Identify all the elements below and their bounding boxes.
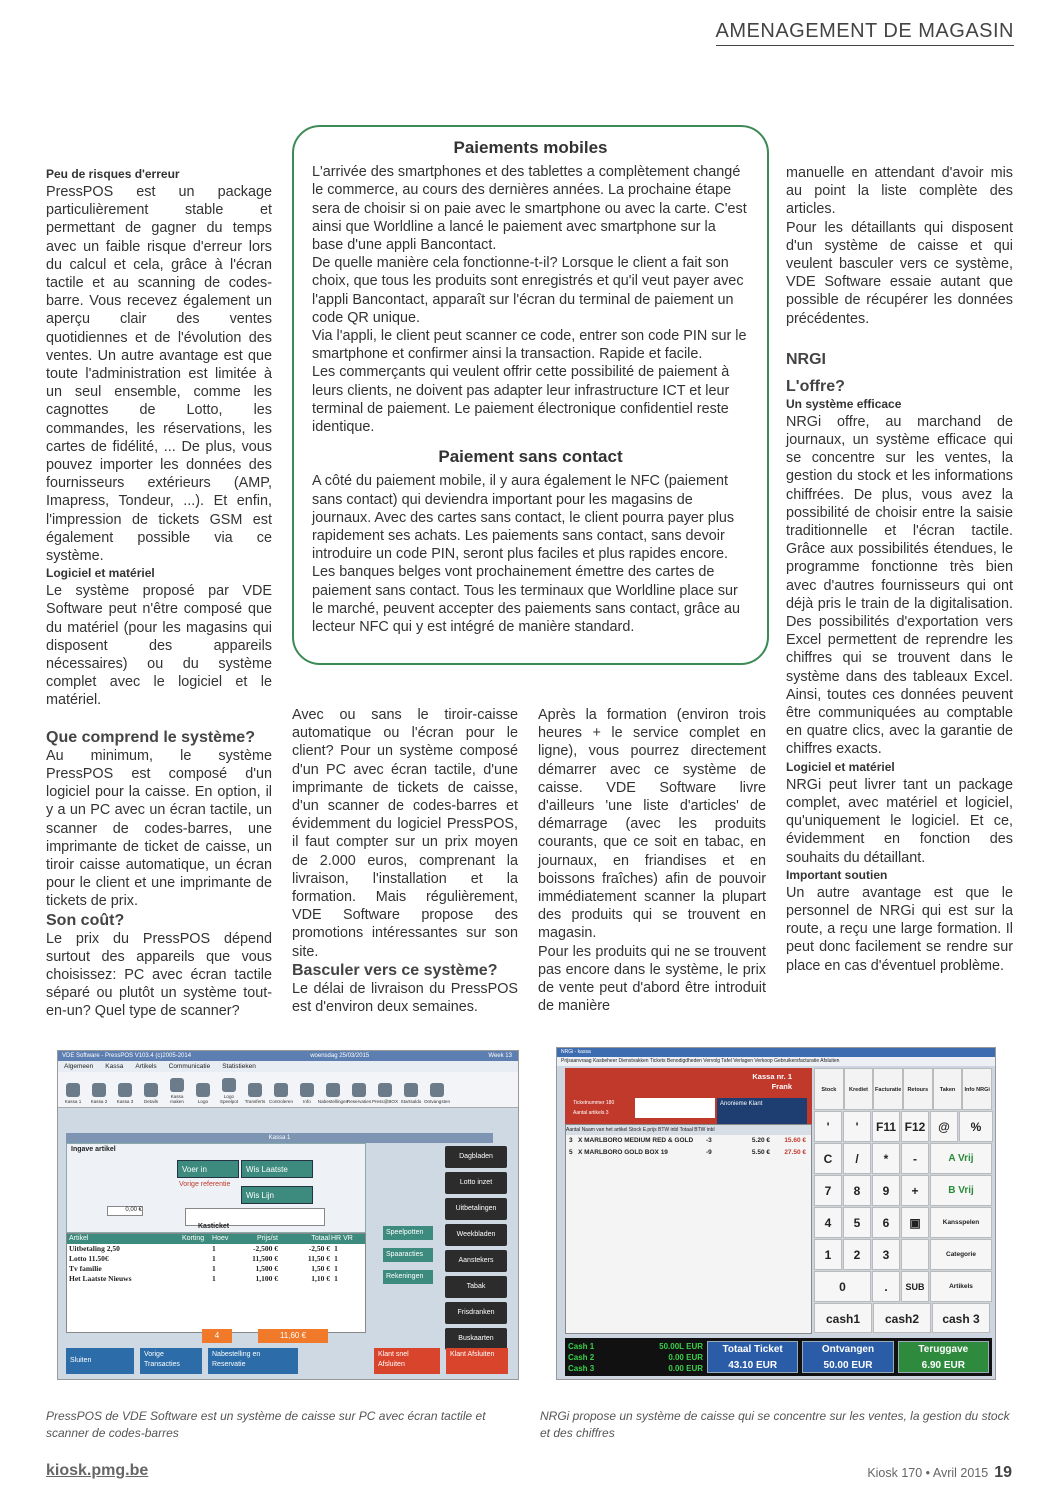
cell: 1	[334, 1264, 338, 1273]
cell: 5.50 €	[751, 1149, 770, 1156]
kasticket-label: Kasticket	[198, 1223, 230, 1230]
paragraph: PressPOS est un package particulièrement stable et permettant de gagner du temps avec un faible risque d'erreur lors du calcul et cela, grâce à l'écran tactile et au scanning de codes-barre. Vous recevez également un aperçu clair des ventes quotidiennes et de l'évolution des ventes. Un autre avantage est que toute l'administration est limitée à un seul ensemble, comme les cagnottes de Lotto, les commandes, les réservations, les cartes de fidélité, ... De plus, vous pouvez importer les données des fournisseurs extérieurs (AMP, Imapress, Tondeur, ...). Et enfin, l'impression de tickets GSM est également possible via ce système.	[46, 184, 272, 565]
tool-button[interactable]: Reservaties	[348, 1074, 370, 1104]
nabestelling-button[interactable]: Nabestelling en Reservatie	[208, 1348, 298, 1374]
totals-bar	[565, 1338, 992, 1376]
vorige-transacties-button[interactable]: Vorige Transacties	[140, 1348, 202, 1374]
received-value: 50.00 EUR	[823, 1360, 873, 1371]
cell: 1,50 €	[311, 1264, 330, 1273]
key[interactable]: %	[959, 1111, 993, 1142]
heading: NRGI	[786, 350, 826, 368]
list-item[interactable]	[566, 1147, 811, 1159]
voer-in-button[interactable]: Voer in	[177, 1160, 239, 1178]
key[interactable]: A Vrij	[930, 1143, 992, 1174]
menu-item[interactable]: Communicatie	[168, 1063, 211, 1070]
toolbar	[58, 1072, 518, 1108]
ticket-number: Ticketnummer 180	[573, 1100, 615, 1106]
cell	[342, 1274, 354, 1284]
key[interactable]: 5	[843, 1207, 871, 1238]
key[interactable]: +	[901, 1175, 929, 1206]
paragraph: Les commerçants qui veulent offrir cette possibilité de paiement à leurs clients, ne doivent pas adapter leur infrastructure ICT et leur terminal de paiement. Le paiement électronique confidentiel reste identique.	[312, 364, 730, 436]
paragraph: Le système proposé par VDE Software peut n'être composé que du matériel (pour les magasins qui disposent des appareils nécessaires) ou du système complet avec le logiciel et le matériel.	[46, 583, 272, 709]
cell	[182, 1264, 212, 1274]
cell: Het Laatste Nieuws	[69, 1274, 132, 1283]
paragraph: NRGi peut livrer tant un package complet, avec matériel et logiciel, qu'uniquement le logiciel. Et ce, évidemment en fonction des souhaits du détaillant.	[786, 776, 1013, 866]
change-value: 6.90 EUR	[921, 1360, 965, 1371]
wis-lijn-button[interactable]: Wis Lijn	[241, 1186, 313, 1204]
key[interactable]: -	[901, 1143, 929, 1174]
nrgi-screenshot	[556, 1047, 996, 1380]
paragraph: Pour les détaillants qui disposent d'un système de caisse et qui veulent basculer vers ce système, VDE Software essaie autant que possible de récupérer les données précédentes.	[786, 219, 1013, 327]
col-header: HR	[330, 1235, 342, 1242]
cell: X MARLBORO GOLD BOX 19	[578, 1149, 668, 1156]
key[interactable]: 2	[843, 1239, 871, 1270]
column-2	[292, 706, 518, 1016]
cell: Tv familie	[69, 1264, 102, 1273]
bottom-buttons	[66, 1348, 508, 1374]
cell: X MARLBORO MEDIUM RED & GOLD	[578, 1137, 694, 1144]
cell: 1	[212, 1264, 216, 1273]
total-label: Totaal Ticket	[722, 1344, 783, 1355]
cash-key[interactable]: cash2	[873, 1303, 931, 1333]
col-header: Totaal	[311, 1235, 330, 1242]
table-row[interactable]	[67, 1274, 365, 1284]
menu-bar: Prijsaanvraag Kasbeheer Dienstvakken Tickets Benodigdheden Vervolg Tafel Verlagen Verkoop Gebruikersfacturatie Afsluiten	[557, 1057, 995, 1066]
category-button[interactable]: Buskaarten	[445, 1328, 507, 1350]
paragraph: Le délai de livraison du PressPOS est d'environ deux semaines.	[292, 980, 518, 1016]
received-label: Ontvangen	[821, 1344, 875, 1355]
key[interactable]: @	[930, 1111, 958, 1142]
save-icon[interactable]: ▣	[901, 1207, 929, 1238]
change-label: Teruggave	[918, 1344, 969, 1355]
sidebar-box	[292, 125, 769, 665]
cell: 11,50 €	[307, 1254, 330, 1263]
cell	[182, 1254, 212, 1264]
tool-button[interactable]: Logo	[192, 1074, 214, 1104]
category-button[interactable]: Weekbladen	[445, 1224, 507, 1246]
box-title: Paiement sans contact	[438, 447, 623, 467]
cell: 3	[569, 1137, 573, 1144]
column-3	[538, 706, 766, 1015]
tool-button[interactable]: Kassa maken	[166, 1074, 188, 1104]
col-header: Korting	[182, 1235, 205, 1242]
category-button[interactable]: Aanstekers	[445, 1250, 507, 1272]
cell: -2,50 €	[308, 1244, 330, 1253]
window-titlebar	[58, 1051, 518, 1061]
function-key[interactable]: Retours	[903, 1068, 933, 1110]
key[interactable]: 9	[872, 1175, 900, 1206]
kassa-info	[752, 1072, 792, 1092]
subheading: Logiciel et matériel	[786, 759, 895, 774]
tool-button[interactable]: Kassa 1	[62, 1074, 84, 1104]
spaaracties-button[interactable]: Spaaracties	[383, 1248, 433, 1262]
key[interactable]: 1	[814, 1239, 842, 1270]
window-date: woensdag 25/03/2015	[310, 1053, 370, 1059]
tool-button[interactable]: Logo Speelpot	[218, 1074, 240, 1104]
paragraph: L'arrivée des smartphones et des tablettes a complètement changé le commerce, au cours des dernières années. La prochaine étape sera de choisir si on paie avec le smartphone ou avec la carte. C'est ainsi que Worldline a lancé le paiement avec smartphone sur la base d'une appli Bancontact.	[312, 164, 747, 254]
cash-line: Cash 2 0.00 EUR	[568, 1353, 703, 1362]
category-button[interactable]: Lotto inzet	[445, 1172, 507, 1194]
tool-button[interactable]: Info	[296, 1074, 318, 1104]
page-number: 19	[994, 1464, 1012, 1481]
presspos-screenshot	[57, 1050, 519, 1380]
key[interactable]: Artikels	[930, 1271, 992, 1302]
key[interactable]: 7	[814, 1175, 842, 1206]
cash-summary	[568, 1341, 703, 1373]
total-value: 43.10 EUR	[728, 1360, 778, 1371]
function-key[interactable]: Taken	[933, 1068, 963, 1110]
cash-key[interactable]: cash 3	[932, 1303, 990, 1333]
klant-afsluiten-button[interactable]: Klant Afsluiten	[446, 1348, 508, 1374]
function-key[interactable]: Krediet	[844, 1068, 874, 1110]
paragraph: Pour les produits qui ne se trouvent pas encore dans le système, le prix de vente peut d'abord être introduit de manière	[538, 943, 766, 1015]
item-list	[565, 1124, 812, 1334]
tool-button[interactable]: Kassa 2	[88, 1074, 110, 1104]
col-header: Prijs/st	[257, 1235, 278, 1242]
category-buttons	[445, 1146, 507, 1354]
key[interactable]: /	[843, 1143, 871, 1174]
key[interactable]: 3	[872, 1239, 900, 1270]
amount-field[interactable]: 0,00 €	[107, 1206, 143, 1216]
column-1	[46, 166, 272, 1021]
paragraph: Avec ou sans le tiroir-caisse automatique ou l'écran pour le client? Pour un système composé d'un PC avec écran tactile, d'une imprimante de tickets de caisse, d'un scanner de codes-barres et évidemment du logiciel PressPOS, il faut compter sur un prix moyen de 2.000 euros, comprenant la livraison, l'installation et la formation. Mais régulièrement, VDE Software propose des promotions intéressantes sur son site.	[292, 707, 518, 960]
paragraph: Le prix du PressPOS dépend surtout des appareils que vous choisissez: PC avec écran tactile séparé ou plutôt un système tout-en-un? Quel type de scanner?	[46, 930, 272, 1020]
key[interactable]: F12	[901, 1111, 929, 1142]
key[interactable]: 4	[814, 1207, 842, 1238]
key[interactable]: SUB	[901, 1271, 929, 1302]
cash-line: Cash 1 50.00L EUR	[568, 1342, 703, 1351]
footer-site[interactable]: kiosk.pmg.be	[46, 1462, 149, 1479]
key[interactable]: *	[872, 1143, 900, 1174]
key-grid	[814, 1143, 992, 1302]
klant-snel-afsluiten-button[interactable]: Klant snel Afsluiten	[374, 1348, 440, 1374]
key[interactable]: B Vrij	[930, 1175, 992, 1206]
table-row[interactable]	[67, 1264, 365, 1274]
cell: 1	[334, 1254, 338, 1263]
cell	[342, 1264, 354, 1274]
ingave-label: Ingave artikel	[71, 1146, 116, 1153]
key[interactable]: 0	[814, 1271, 871, 1302]
vorige-referentie-label[interactable]: Vorige referentie	[179, 1181, 231, 1188]
ticket-total: 11,60 €	[258, 1329, 328, 1343]
tool-button[interactable]: Ontvangsten	[426, 1074, 448, 1104]
cell	[342, 1254, 354, 1264]
cell: 1	[334, 1244, 338, 1253]
box-title: Paiements mobiles	[453, 138, 608, 157]
subheading: Important soutien	[786, 867, 888, 882]
total-ticket	[707, 1341, 798, 1373]
rekeningen-button[interactable]: Rekeningen	[383, 1270, 433, 1284]
ticket-table	[66, 1233, 366, 1333]
key-grid	[814, 1111, 992, 1142]
heading: Basculer vers ce système?	[292, 961, 498, 979]
window-titlebar: NRGi - kassa	[557, 1048, 995, 1057]
table-row[interactable]	[67, 1244, 365, 1254]
col-header: Artikel	[69, 1235, 89, 1242]
tool-button[interactable]: Controleren	[270, 1074, 292, 1104]
key[interactable]: C	[814, 1143, 842, 1174]
speelpotten-button[interactable]: Speelpotten	[383, 1226, 433, 1240]
category-button[interactable]: Frisdranken	[445, 1302, 507, 1324]
menu-item[interactable]: Artikels	[135, 1063, 157, 1070]
cell: Lotto 11.50€	[69, 1254, 109, 1263]
cell: -9	[706, 1149, 712, 1156]
paragraph: Après la formation (environ trois heures + le service complet en ligne), vous pourrez directement démarrer avec ce système de caisse. VDE Software livre d'ailleurs 'une liste d'articles' de démarrage (avec les produits courants, que ce soit en tabac, en journaux, en friandises et en boissons fraîches) afin de pouvoir immédiatement scanner la plupart des produits qui se trouvent en magasin.	[538, 707, 766, 942]
table-header	[67, 1234, 365, 1244]
cell	[182, 1244, 212, 1254]
cell: -2,500 €	[253, 1244, 278, 1253]
cell: 1	[212, 1254, 216, 1263]
paragraph: Au minimum, le système PressPOS est composé d'un logiciel pour la caisse. En option, il y a un PC avec un écran tactile, un scanner de codes-barres, une imprimante de ticket de caisse, un tiroir caisse automatique, un écran pour le client et une imprimante de tickets de prix.	[46, 747, 272, 910]
tool-button[interactable]: Kassa 3	[114, 1074, 136, 1104]
key[interactable]: Kansspelen	[930, 1207, 992, 1238]
tool-button[interactable]: Nabestellingen	[322, 1074, 344, 1104]
customer-field[interactable]	[635, 1098, 715, 1118]
cell: 1	[334, 1274, 338, 1283]
subheading: Logiciel et matériel	[46, 566, 155, 581]
section-header: AMENAGEMENT DE MAGASIN	[716, 20, 1014, 46]
kassa-tab[interactable]: Kassa 1	[66, 1133, 493, 1143]
cash-line: Cash 3 0.00 EUR	[568, 1364, 703, 1373]
item-count: 4	[202, 1329, 232, 1343]
key[interactable]: 8	[843, 1175, 871, 1206]
subheading: Peu de risques d'erreur	[46, 167, 180, 181]
received	[802, 1341, 893, 1373]
anonymous-customer[interactable]: Anonieme Klant	[717, 1098, 807, 1124]
menu-item[interactable]: Statistieken	[222, 1063, 256, 1070]
column-4	[786, 164, 1013, 975]
col-header: Hoev	[212, 1235, 229, 1242]
function-key[interactable]: Stock	[814, 1068, 844, 1110]
paragraph: manuelle en attendant d'avoir mis au point la liste complète des articles.	[786, 165, 1013, 218]
wis-laatste-button[interactable]: Wis Laatste	[241, 1160, 313, 1178]
issue-label: Kiosk 170 • Avril 2015	[867, 1466, 989, 1480]
function-bar	[814, 1068, 992, 1110]
key[interactable]: '	[843, 1111, 871, 1142]
paragraph: Un autre avantage est que le personnel de NRGi qui est sur la route, a reçu une large formation. Il peut donc facilement se rendre sur place en cas d'éventuel problème.	[786, 884, 1013, 974]
cell: 27.50 €	[784, 1149, 806, 1156]
menu-bar	[58, 1061, 518, 1072]
tool-button[interactable]: Transferts	[244, 1074, 266, 1104]
window-week: Week 13	[488, 1053, 512, 1059]
subheading: Un système efficace	[786, 396, 902, 411]
cell: 5	[569, 1149, 573, 1156]
heading: Que comprend le système?	[46, 728, 255, 746]
key[interactable]: F11	[872, 1111, 900, 1142]
category-button[interactable]: Uitbetalingen	[445, 1198, 507, 1220]
list-header: Aantal Naam van het artikel Stock E.prijs BTW inbl Totaal BTW inbl	[566, 1125, 811, 1135]
cell: -3	[706, 1137, 712, 1144]
change	[898, 1341, 989, 1373]
category-button[interactable]: Dagbladen	[445, 1146, 507, 1168]
cell: 1	[212, 1274, 216, 1283]
tool-button[interactable]: Press@BOX	[374, 1074, 396, 1104]
key[interactable]	[901, 1239, 929, 1270]
function-key[interactable]: Facturatie	[873, 1068, 903, 1110]
paragraph: NRGi offre, au marchand de journaux, un système efficace qui se concentre sur les ventes, la gestion du stock et les informations chiffrées. De plus, vous avez la possibilité de choisir entre la saisie traditionnelle et l'écran tactile. Grâce aux possibilités étendues, le programme fonctionne très bien avec d'autres fournisseurs qui ont déjà pris le train de la digitalisation. Des possibilités d'exportation vers Excel permettent de reprendre les chiffres qui se trouvent dans le système dans des tableaux Excel. Ainsi, toutes ces données peuvent être communiquées au comptable en quatre clics, avec la garantie de chiffres exacts.	[786, 413, 1013, 758]
window-title: VDE Software - PressPOS V103.4 (c)2005-2014	[62, 1053, 192, 1059]
sluiten-button[interactable]: Sluiten	[66, 1348, 134, 1374]
ingave-panel	[66, 1143, 366, 1233]
cell: 11,500 €	[252, 1254, 278, 1263]
cash-key[interactable]: cash1	[814, 1303, 872, 1333]
cell: 1,100 €	[255, 1274, 278, 1283]
col-header: VR	[343, 1235, 353, 1242]
caption-right: NRGi propose un système de caisse qui se concentre sur les ventes, la gestion du stock et des chiffres	[540, 1409, 1010, 1440]
user-name: Frank	[771, 1082, 792, 1091]
heading: Son coût?	[46, 911, 125, 929]
cell: 1,10 €	[311, 1274, 330, 1283]
heading: L'offre?	[786, 377, 845, 395]
cell: 15.60 €	[784, 1137, 806, 1144]
key[interactable]: '	[814, 1111, 842, 1142]
function-key[interactable]: Info NRGi	[962, 1068, 992, 1110]
list-item[interactable]	[566, 1135, 811, 1147]
cell	[342, 1244, 354, 1254]
key[interactable]: Categorie	[930, 1239, 992, 1270]
key[interactable]: 6	[872, 1207, 900, 1238]
tool-button[interactable]: Details	[140, 1074, 162, 1104]
paragraph: Via l'appli, le client peut scanner ce code, entrer son code PIN sur le smartphone et confirmer ainsi la transaction. Rapide et facile.	[312, 328, 747, 363]
caption-left: PressPOS de VDE Software est un système de caisse sur PC avec écran tactile et scanner de codes-barres	[46, 1409, 486, 1440]
cell	[182, 1274, 212, 1284]
cell: 5.20 €	[751, 1137, 770, 1144]
menu-item[interactable]: Kassa	[105, 1063, 124, 1070]
keypad	[814, 1068, 992, 1333]
article-count: Aantal artikels 3	[573, 1110, 609, 1116]
kassa-number: Kassa nr. 1	[752, 1072, 792, 1081]
paragraph: A côté du paiement mobile, il y aura également le NFC (paiement sans contact) qui deviendra important pour les magasins de journaux. Avec des cartes sans contact, le client pourra payer plus rapidement ses achats. Les paiements sans contact, sans devoir introduire un code PIN, seront plus faciles et plus rapides encore. Les banques belges vont prochainement émettre des cartes de paiement sans contact. Tous les terminaux que Worldline place sur le marché, peuvent accepter des paiements sans contact, grâce au lecteur NFC qui y est intégré de manière standard.	[312, 473, 740, 636]
menu-item[interactable]: Algemeen	[64, 1063, 94, 1070]
footer-info	[867, 1464, 1012, 1482]
paragraph: De quelle manière cela fonctionne-t-il? Lorsque le client a fait son choix, que tous les produits sont enregistrés et qu'il veut payer avec l'appli Bancontact, apparaît sur l'écran du terminal de paiement un code QR unique.	[312, 255, 744, 326]
category-button[interactable]: Tabak	[445, 1276, 507, 1298]
cell: 1	[212, 1244, 216, 1253]
key[interactable]: .	[872, 1271, 900, 1302]
table-row[interactable]	[67, 1254, 365, 1264]
cell: Uitbetaling 2,50	[69, 1244, 120, 1253]
cash-keys	[814, 1303, 992, 1333]
cell: 1,500 €	[255, 1264, 278, 1273]
tool-button[interactable]: Startsaldo	[400, 1074, 422, 1104]
